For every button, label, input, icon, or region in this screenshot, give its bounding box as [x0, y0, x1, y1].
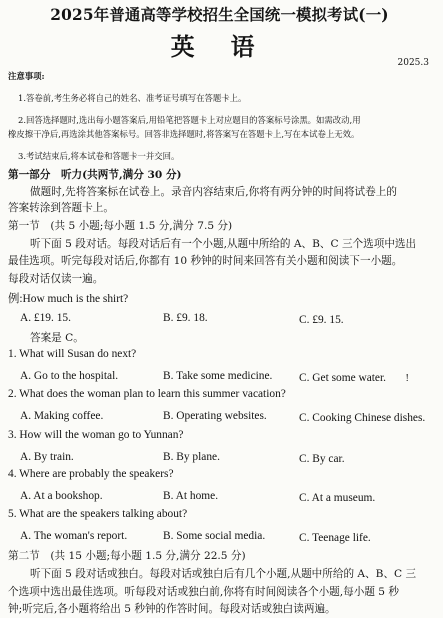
- example-option-b: B. £9. 18.: [163, 312, 208, 324]
- subject-title: 英 语: [170, 32, 269, 61]
- q3-option-b: B. By plane.: [163, 451, 220, 463]
- q2-option-c: C. Cooking Chinese dishes.: [299, 412, 426, 424]
- q1-option-a: A. Go to the hospital.: [20, 370, 119, 382]
- notice-heading: 注意事项:: [8, 71, 45, 81]
- example-question: 例:How much is the shirt?: [8, 293, 129, 305]
- notice-item-3: 3.考试结束后,将本试卷和答题卡一并交回。: [18, 151, 180, 161]
- exam-title: 2025年普通高等学校招生全国统一模拟考试(一): [50, 5, 389, 24]
- question-4: 4. Where are probably the speakers?: [8, 468, 174, 480]
- question-3: 3. How will the woman go to Yunnan?: [8, 429, 184, 441]
- section1-instruction-1: 听下面 5 段对话。每段对话后有一个小题,从题中所给的 A、B、C 三个选项中选出: [30, 238, 417, 250]
- section2-instruction-1: 听下面 5 段对话或独白。每段对话或独白后有几个小题,从题中所给的 A、B、C 三: [30, 568, 417, 580]
- q2-option-a: A. Making coffee.: [20, 410, 104, 422]
- q2-option-b: B. Operating websites.: [163, 410, 267, 422]
- q5-option-b: B. Some social media.: [163, 530, 266, 542]
- q3-option-a: A. By train.: [20, 451, 74, 463]
- question-2: 2. What does the woman plan to learn this summer vacation?: [8, 388, 286, 400]
- part1-heading: 第一部分 听力(共两节,满分 30 分): [8, 169, 182, 181]
- notice-item-2: 2.回答选择题时,选出每小题答案后,用铅笔把答题卡上对应题目的答案标号涂黑。如需改动,用: [18, 115, 361, 125]
- notice-item-1: 1.答卷前,考生务必将自己的姓名、准考证号填写在答题卡上。: [18, 93, 247, 103]
- exam-date: 2025.3: [397, 58, 429, 68]
- notice-item-2-cont: 橡皮擦干净后,再选涂其他答案标号。回答非选择题时,将答案写在答题卡上,写在本试卷上无效。: [8, 129, 360, 139]
- section2-instruction-2: 个选项中选出最佳选项。听每段对话或独白前,你将有时间阅读各个小题,每小题 5 秒: [8, 586, 399, 598]
- q4-option-a: A. At a bookshop.: [20, 490, 103, 502]
- q4-option-b: B. At home.: [163, 490, 219, 502]
- example-option-c: C. £9. 15.: [299, 314, 344, 326]
- section1-instruction-3: 每段对话仅读一遍。: [8, 273, 104, 285]
- q5-option-a: A. The woman's report.: [20, 530, 128, 542]
- section2-instruction-3: 钟;听完后,各小题将给出 5 秒钟的作答时间。每段对话或独白读两遍。: [8, 603, 336, 615]
- q3-option-c: C. By car.: [299, 453, 345, 465]
- q1-option-c: C. Get some water.: [299, 372, 386, 384]
- section2-heading: 第二节 (共 15 小题;每小题 1.5 分,满分 22.5 分): [8, 550, 246, 562]
- section1-instruction-2: 最佳选项。听完每段对话后,你都有 10 秒钟的时间来回答有关小题和阅读下一小题。: [8, 255, 403, 267]
- part1-instruction-2: 答案转涂到答题卡上。: [8, 202, 114, 214]
- q1-option-b: B. Take some medicine.: [163, 370, 273, 382]
- section1-heading: 第一节 (共 5 小题;每小题 1.5 分,满分 7.5 分): [8, 220, 233, 232]
- question-1: 1. What will Susan do next?: [8, 348, 137, 360]
- part1-instruction-1: 做题时,先将答案标在试卷上。录音内容结束后,你将有两分钟的时间将试卷上的: [30, 186, 397, 198]
- question-5: 5. What are the speakers talking about?: [8, 508, 188, 520]
- example-option-a: A. £19. 15.: [20, 312, 71, 324]
- q4-option-c: C. At a museum.: [299, 492, 376, 504]
- handwritten-mark: !: [405, 374, 409, 384]
- q5-option-c: C. Teenage life.: [299, 532, 371, 544]
- example-answer: 答案是 C。: [30, 332, 84, 344]
